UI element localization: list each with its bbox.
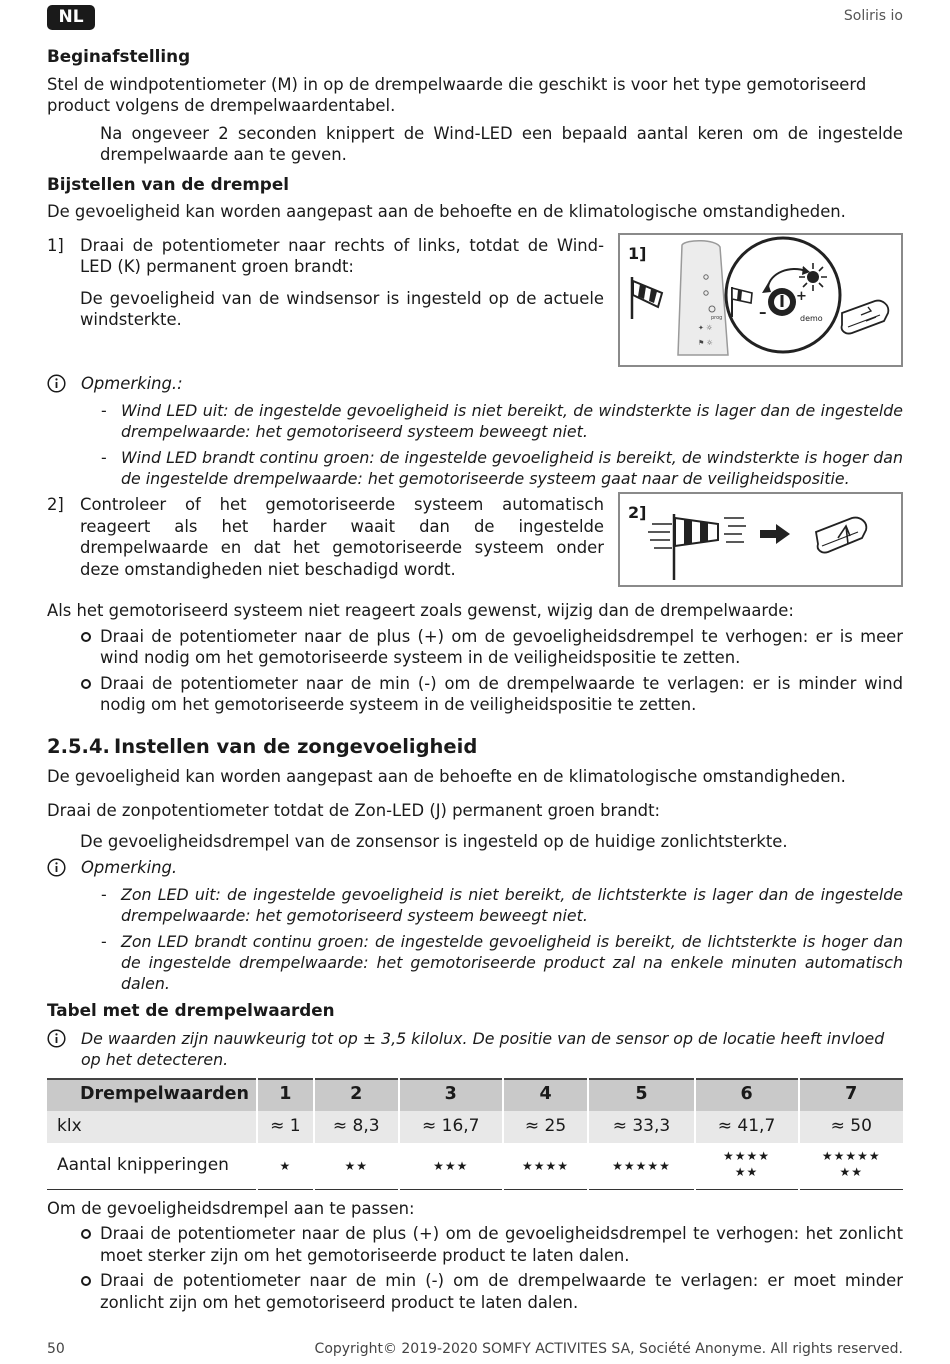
note-zon-list [47,884,903,994]
aanpassen-intro: Om de gevoeligheidsdrempel aan te passen: [47,1198,415,1218]
table-header-row [47,1079,903,1111]
zon-result: De gevoeligheidsdrempel van de zonsensor is ingesteld op de huidige zonlichtsterkte. [80,832,788,851]
awning-retracted-icon [816,518,866,553]
svg-text:–: – [759,302,767,321]
note-wind-list [47,400,903,489]
sensor-adjust-illustration [620,235,901,365]
beginafstelling-text: Stel de windpotentiometer (M) in op de drempelwaarde die geschikt is voor het type gemotoriseerd product volgens de drempelwaardentabel. [47,74,867,115]
step-1-result: De gevoeligheid van de windsensor is ingesteld op de actuele windsterkte. [80,288,604,329]
step-1-number: 1] [47,235,64,255]
blink-cell [588,1143,694,1190]
led-flash-icon [799,263,827,291]
step-1-text: Draai de potentiometer naar rechts of links, totdat de Wind-LED (K) permanent groen brandt: [80,235,604,276]
table-cell: ≈ 33,3 [588,1111,694,1143]
demo-label: demo [800,313,823,323]
note-zon-item: - Zon LED uit: de ingestelde gevoeligheid is niet bereikt, de lichtsterkte is lager dan de ingestelde drempelwaarde: het gemotoriseerd systeem beweegt niet. [47,884,903,926]
table-row-blinks [47,1143,903,1190]
table-cell: ≈ 25 [503,1111,589,1143]
figure-2 [618,492,903,587]
bijstellen-intro: De gevoeligheid kan worden aangepast aan de behoefte en de klimatologische omstandigheden. [47,202,846,221]
beginafstelling-result: Na ongeveer 2 seconden knippert de Wind-LED een bepaald aantal keren om de ingestelde drempelwaarde aan te geven. [100,123,903,164]
table-header-cell: 5 [588,1079,694,1111]
blink-stars-icon: ★ [279,1158,292,1173]
table-row-label: Aantal knipperingen [47,1143,257,1190]
table-cell: ≈ 8,3 [314,1111,399,1143]
blink-stars-icon: ★★★★ [522,1158,570,1173]
svg-text:prog: prog [711,314,723,321]
figure-1-label: 1] [628,243,647,263]
table-header-cell: 4 [503,1079,589,1111]
table-cell: ≈ 50 [799,1111,904,1143]
table-header-cell: 2 [314,1079,399,1111]
threshold-table [47,1078,903,1190]
table-row-label: klx [47,1111,257,1143]
note-wind-title: Opmerking.: [81,373,183,393]
section-title-text: Instellen van de zongevoeligheid [114,734,478,758]
figure-1 [618,233,903,367]
step-2-number: 2] [47,495,64,514]
figure-2-label: 2] [628,503,647,522]
info-icon [47,858,66,877]
blink-stars-icon: ★★ [344,1158,368,1173]
adjust-intro: Als het gemotoriseerd systeem niet reageert zoals gewenst, wijzig dan de drempelwaarde: [47,601,794,620]
page-number: 50 [47,1341,65,1357]
note-wind-item: - Wind LED brandt continu groen: de ingestelde gevoeligheid is bereikt, de windsterkte is hoger dan de ingestelde drempelwaarde: het gemotoriseerde systeem gaat naar de veiligheidspositie. [47,447,903,489]
table-cell: ≈ 16,7 [399,1111,503,1143]
blink-stars-icon: ★★★ [433,1158,469,1173]
page-content [47,44,903,1317]
table-header-cell: 1 [257,1079,314,1111]
info-icon [47,374,66,393]
table-row-klx [47,1111,903,1143]
bijstellen-title: Bijstellen van de drempel [47,173,289,194]
svg-text:⚑ ☼: ⚑ ☼ [698,338,713,347]
blink-cell [399,1143,503,1190]
zon-instruction: Draai de zonpotentiometer totdat de Zon-LED (J) permanent groen brandt: [47,800,661,820]
blink-cell [695,1143,799,1190]
section-number: 2.5.4. [47,734,110,758]
info-icon [47,1029,66,1048]
step-2-text: Controleer of het gemotoriseerde systeem automatisch reageert als het harder waait dan de ingestelde drempelwaarde en dat het gemotoriseerde systeem onder deze omstandigheden niet beschadigd wordt. [80,495,604,579]
windsock-icon [632,277,662,319]
copyright: Copyright© 2019-2020 SOMFY ACTIVITES SA, Société Anonyme. All rights reserved. [314,1341,903,1357]
step-2 [47,494,903,590]
table-cell: ≈ 1 [257,1111,314,1143]
note-wind-item: - Wind LED uit: de ingestelde gevoeligheid is niet bereikt, de windsterkte is lager dan de ingestelde drempelwaarde: het gemotoriseerd systeem beweegt niet. [47,400,903,442]
table-cell: ≈ 41,7 [695,1111,799,1143]
table-header-cell: 7 [799,1079,904,1111]
blink-cell [314,1143,399,1190]
blink-stars-icon: ★★★★ ★★ [723,1149,771,1180]
table-note-text: De waarden zijn nauwkeurig tot op ± 3,5 kilolux. De positie van de sensor op de locatie heeft invloed op het detecteren. [81,1028,885,1069]
blink-stars-icon: ★★★★★ [612,1158,671,1173]
adjust-item: Draai de potentiometer naar de plus (+) om de gevoeligheidsdrempel te verhogen: er is meer wind nodig om het gemotoriseerde systeem in de veiligheidspositie te zetten. [47,626,903,669]
section-title [47,736,903,758]
blink-stars-icon: ★★★★★ ★★ [821,1149,881,1180]
table-header-cell: 3 [399,1079,503,1111]
svg-text:+: + [796,288,807,304]
wind-reaction-illustration [620,494,901,585]
arrow-right-icon [760,524,790,544]
aanpassen-item: Draai de potentiometer naar de min (-) om de drempelwaarde te verlagen: er moet minder zonlicht zijn om het gemotoriseerd product te laten dalen. [47,1270,903,1313]
adjust-list [47,626,903,716]
beginafstelling-title: Beginafstelling [47,46,191,66]
blink-cell [257,1143,314,1190]
product-name: Soliris io [843,8,903,24]
zon-intro: De gevoeligheid kan worden aangepast aan de behoefte en de klimatologische omstandigheden. [47,767,846,786]
table-header-cell: Drempelwaarden [47,1079,257,1111]
adjust-item: Draai de potentiometer naar de min (-) om de drempelwaarde te verlagen: er is minder wind nodig om het gemotoriseerde systeem in de veiligheidspositie te zetten. [47,673,903,716]
aanpassen-list [47,1223,903,1313]
blink-cell [503,1143,589,1190]
windsock-strong-icon [648,514,746,580]
table-title: Tabel met de drempelwaarden [47,1000,335,1020]
table-header-cell: 6 [695,1079,799,1111]
blink-cell [799,1143,904,1190]
aanpassen-item: Draai de potentiometer naar de plus (+) om de gevoeligheidsdrempel te verhogen: het zonlicht moet sterker zijn om het gemotoriseerde product te laten dalen. [47,1223,903,1266]
note-zon-item: - Zon LED brandt continu groen: de ingestelde gevoeligheid is bereikt, de lichtsterkte is hoger dan de ingestelde drempelwaarde: het gemotoriseerde product zal na enkele minuten automatisch dalen. [47,931,903,994]
note-wind [47,373,903,399]
step-1 [47,235,903,367]
note-zon-title: Opmerking. [81,857,178,877]
note-zon [47,857,903,883]
language-badge: NL [47,5,95,30]
table-note [47,1028,903,1070]
awning-cassette-icon [842,300,889,333]
svg-text:✦ ☼: ✦ ☼ [698,323,713,332]
